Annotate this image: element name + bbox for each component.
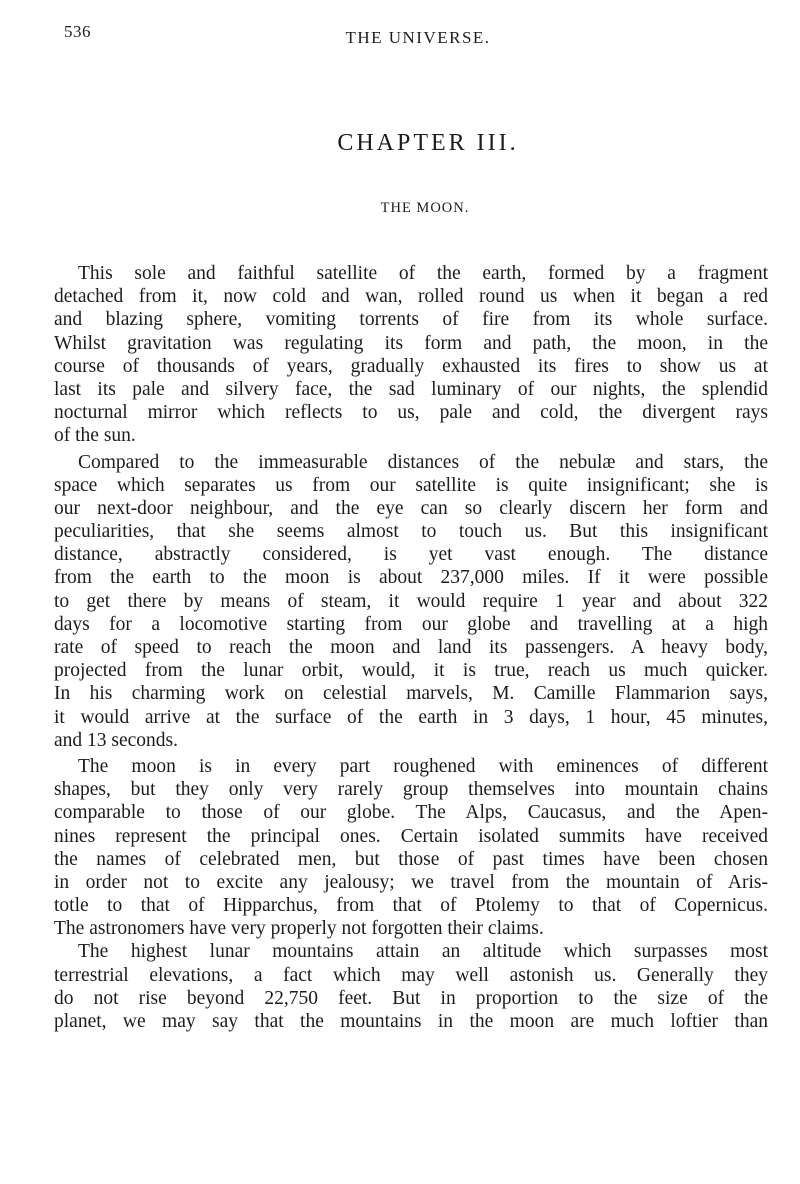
paragraph-4	[54, 940, 768, 1033]
chapter-heading: CHAPTER III.	[337, 130, 519, 156]
text-line: projected from the lunar orbit, would, it is true, reach us much quicker.	[54, 660, 768, 682]
text-line: shapes, but they only very rarely group themselves into mountain chains	[54, 779, 768, 801]
text-line: nines represent the principal ones. Certain isolated summits have received	[54, 825, 768, 847]
text-line: distance, abstractly considered, is yet vast enough. The distance	[54, 544, 768, 566]
paragraph-1	[54, 262, 768, 448]
text-line: our next-door neighbour, and the eye can so clearly discern her form and	[54, 497, 768, 519]
text-line: do not rise beyond 22,750 feet. But in proportion to the size of the	[54, 987, 768, 1009]
text-line: This sole and faithful satellite of the earth, formed by a fragment	[78, 263, 768, 284]
text-line: terrestrial elevations, a fact which may well astonish us. Generally they	[54, 964, 768, 986]
text-line: planet, we may say that the mountains in the moon are much loftier than	[54, 1011, 768, 1032]
paragraph-3	[54, 755, 768, 941]
running-title: THE UNIVERSE.	[345, 28, 491, 47]
text-line: In his charming work on celestial marvels, M. Camille Flammarion says,	[54, 683, 768, 705]
text-line: space which separates us from our satellite is quite insignificant; she is	[54, 474, 768, 496]
text-line: comparable to those of our globe. The Alps, Caucasus, and the Apen-	[54, 802, 768, 824]
text-line: The moon is in every part roughened with eminences of different	[78, 755, 768, 777]
text-line: Compared to the immeasurable distances of the nebulæ and stars, the	[78, 451, 768, 473]
text-line: nocturnal mirror which reflects to us, pale and cold, the divergent rays	[54, 402, 768, 424]
text-line: from the earth to the moon is about 237,000 miles. If it were possible	[54, 567, 768, 589]
page-number: 536	[64, 22, 91, 41]
text-line: peculiarities, that she seems almost to touch us. But this insignificant	[54, 521, 768, 543]
text-line: the names of celebrated men, but those of past times have been chosen	[54, 848, 768, 870]
text-line: Whilst gravitation was regulating its form and path, the moon, in the	[54, 332, 768, 354]
text-line: to get there by means of steam, it would require 1 year and about 322	[54, 590, 768, 612]
paragraph-2	[54, 451, 768, 752]
text-line: days for a locomotive starting from our globe and travelling at a high	[54, 613, 768, 635]
text-line: it would arrive at the surface of the earth in 3 days, 1 hour, 45 minutes,	[54, 706, 768, 728]
text-line: of the sun.	[54, 425, 136, 447]
text-line: rate of speed to reach the moon and land its passengers. A heavy body,	[54, 637, 768, 658]
text-line: The astronomers have very properly not forgotten their claims.	[54, 918, 544, 940]
section-title: THE MOON.	[380, 200, 470, 216]
text-line: and 13 seconds.	[54, 729, 179, 751]
text-line: course of thousands of years, gradually exhausted its fires to show us at	[54, 355, 768, 377]
text-line: last its pale and silvery face, the sad luminary of our nights, the splendid	[54, 378, 768, 400]
text-line: in order not to excite any jealousy; we travel from the mountain of Aris-	[54, 871, 768, 893]
text-line: and blazing sphere, vomiting torrents of fire from its whole surface.	[54, 309, 768, 331]
body-text	[54, 262, 768, 1033]
text-line: The highest lunar mountains attain an altitude which surpasses most	[78, 941, 768, 963]
text-line: totle to that of Hipparchus, from that of Ptolemy to that of Copernicus.	[54, 895, 768, 917]
text-line: detached from it, now cold and wan, rolled round us when it began a red	[54, 286, 768, 308]
